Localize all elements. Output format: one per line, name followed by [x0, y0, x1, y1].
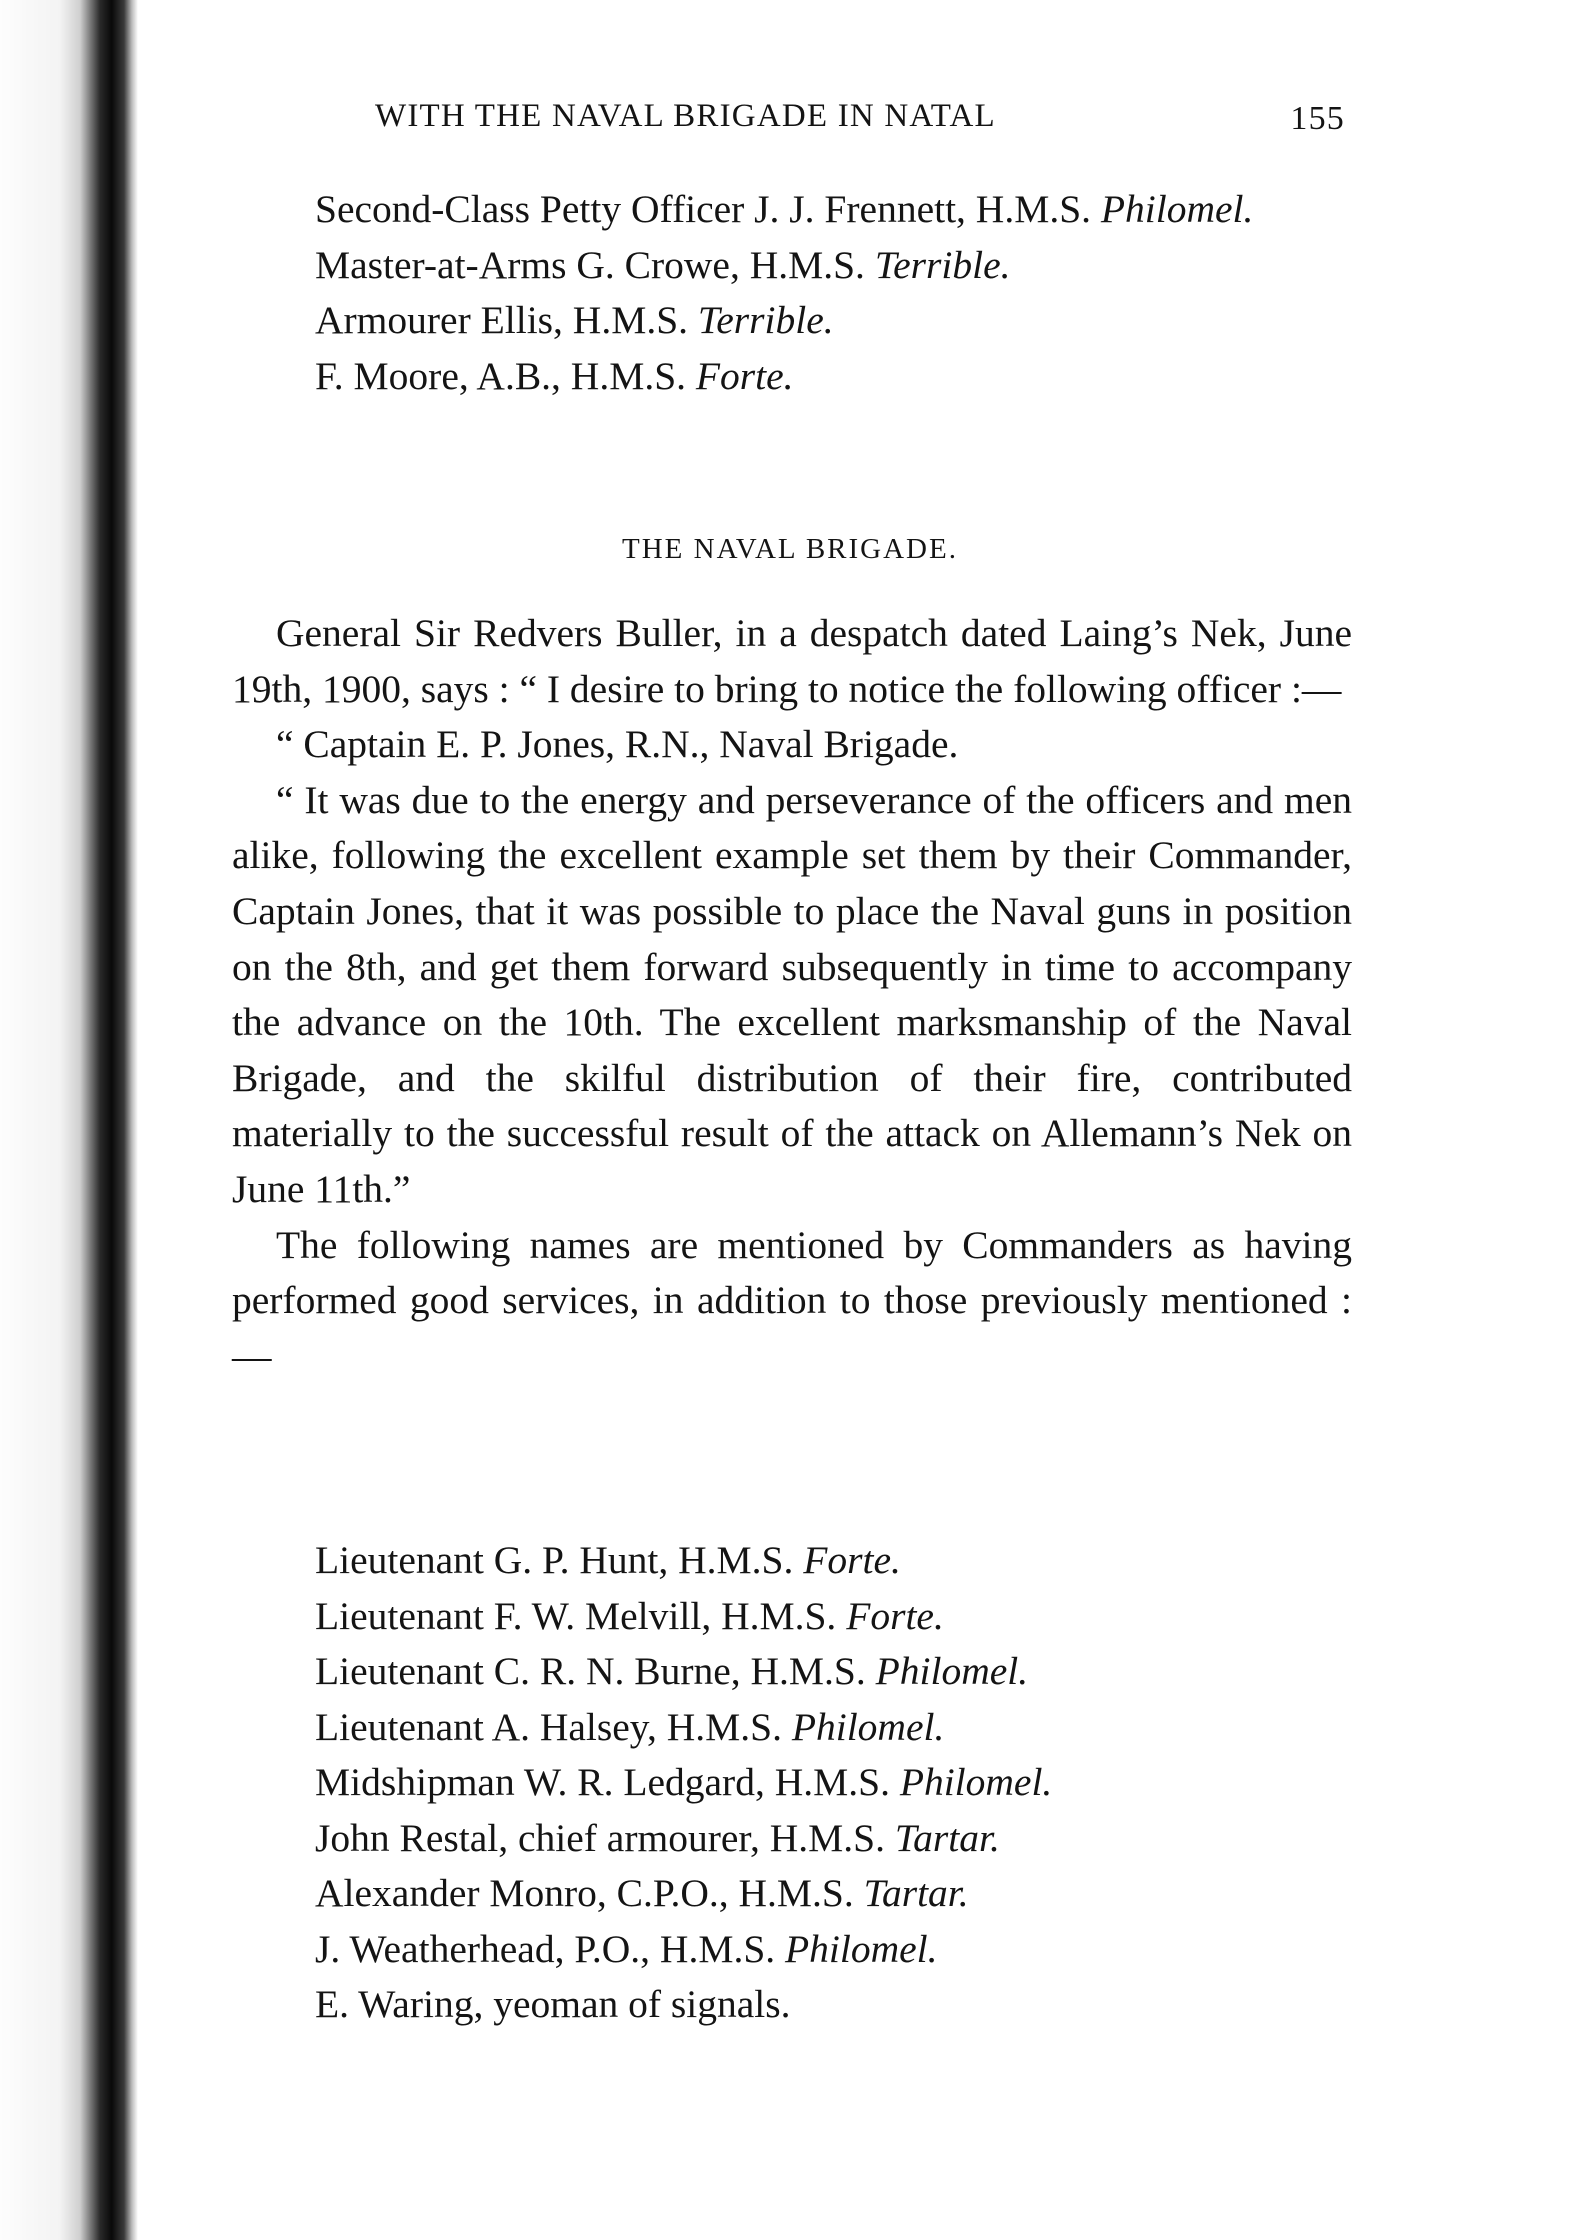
ship-name: Philomel.	[785, 1926, 938, 1971]
book-binding-shadow	[0, 0, 112, 2240]
ship-name: Terrible.	[874, 242, 1011, 287]
body-text	[232, 606, 1352, 1384]
paragraph: “ Captain E. P. Jones, R.N., Naval Brigade.	[276, 722, 959, 767]
top-name-list	[315, 182, 1365, 404]
list-item-text: Lieutenant A. Halsey, H.M.S.	[315, 1704, 792, 1749]
list-item-text: Armourer Ellis, H.M.S.	[315, 298, 698, 342]
ship-name: Tartar.	[894, 1815, 1000, 1860]
ship-name: Forte.	[846, 1593, 944, 1638]
ship-name: Tartar.	[863, 1871, 969, 1915]
list-item	[315, 1644, 1365, 1700]
list-item-text: J. Weatherhead, P.O., H.M.S.	[315, 1926, 786, 1971]
list-item	[315, 1811, 1365, 1867]
list-item	[315, 182, 1365, 238]
ship-name: Terrible.	[697, 298, 834, 342]
list-item-text: Lieutenant F. W. Melvill, H.M.S.	[315, 1593, 847, 1638]
ship-name: Philomel.	[875, 1649, 1029, 1693]
list-item	[315, 238, 1365, 294]
binding-edge	[112, 0, 138, 2240]
list-item-text: Lieutenant G. P. Hunt, H.M.S.	[315, 1538, 804, 1582]
list-item	[315, 293, 1365, 349]
running-head	[375, 98, 1345, 148]
paragraph: General Sir Redvers Buller, in a despatch dated Laing’s Nek, June 19th, 1900, says : “ I desire to bring to notice the following officer :—	[232, 611, 1352, 711]
list-item	[315, 1922, 1365, 1978]
list-item	[315, 1755, 1365, 1811]
paragraph: “ It was due to the energy and perseverance of the officers and men alike, following the excellent example set them by their Commander, Captain Jones, that it was possible to place the Naval guns in position on the 8th, and get them forward subsequently in time to accompany the advance on the 10th. The excellent marksmanship of the Naval Brigade, and the skilful distribution of their fire, contributed materially to the successful result of the attack on Allemann’s Nek on June 11th.”	[232, 777, 1352, 1211]
list-item	[315, 1589, 1365, 1645]
paragraph: The following names are mentioned by Commanders as having performed good services, in addition to those previously mentioned :—	[232, 1222, 1352, 1378]
list-item-text: Midshipman W. R. Ledgard, H.M.S.	[315, 1760, 900, 1804]
section-heading: THE NAVAL BRIGADE.	[622, 533, 958, 565]
list-item-text: Second-Class Petty Officer J. J. Frennett, H.M.S.	[315, 187, 1101, 231]
ship-name: Forte.	[803, 1538, 901, 1582]
ship-name: Philomel.	[791, 1704, 945, 1749]
list-item-text: John Restal, chief armourer, H.M.S.	[315, 1815, 895, 1860]
list-item	[315, 349, 1365, 405]
list-item-text: Lieutenant C. R. N. Burne, H.M.S.	[315, 1649, 876, 1693]
list-item-text: Alexander Monro, C.P.O., H.M.S.	[315, 1871, 864, 1915]
list-item	[315, 1700, 1365, 1756]
bottom-name-list	[315, 1533, 1365, 2033]
running-head-title: WITH THE NAVAL BRIGADE IN NATAL	[375, 98, 996, 134]
ship-name: Philomel.	[1100, 187, 1254, 231]
list-item-text: Master-at-Arms G. Crowe, H.M.S.	[315, 242, 875, 287]
list-item	[315, 1977, 1365, 2033]
list-item-text: E. Waring, yeoman of signals.	[315, 1982, 791, 2026]
list-item-text: F. Moore, A.B., H.M.S.	[315, 353, 696, 398]
list-item	[315, 1866, 1365, 1922]
page-number: 155	[1290, 100, 1345, 137]
ship-name: Forte.	[695, 353, 794, 398]
ship-name: Philomel.	[899, 1760, 1053, 1804]
list-item	[315, 1533, 1365, 1589]
